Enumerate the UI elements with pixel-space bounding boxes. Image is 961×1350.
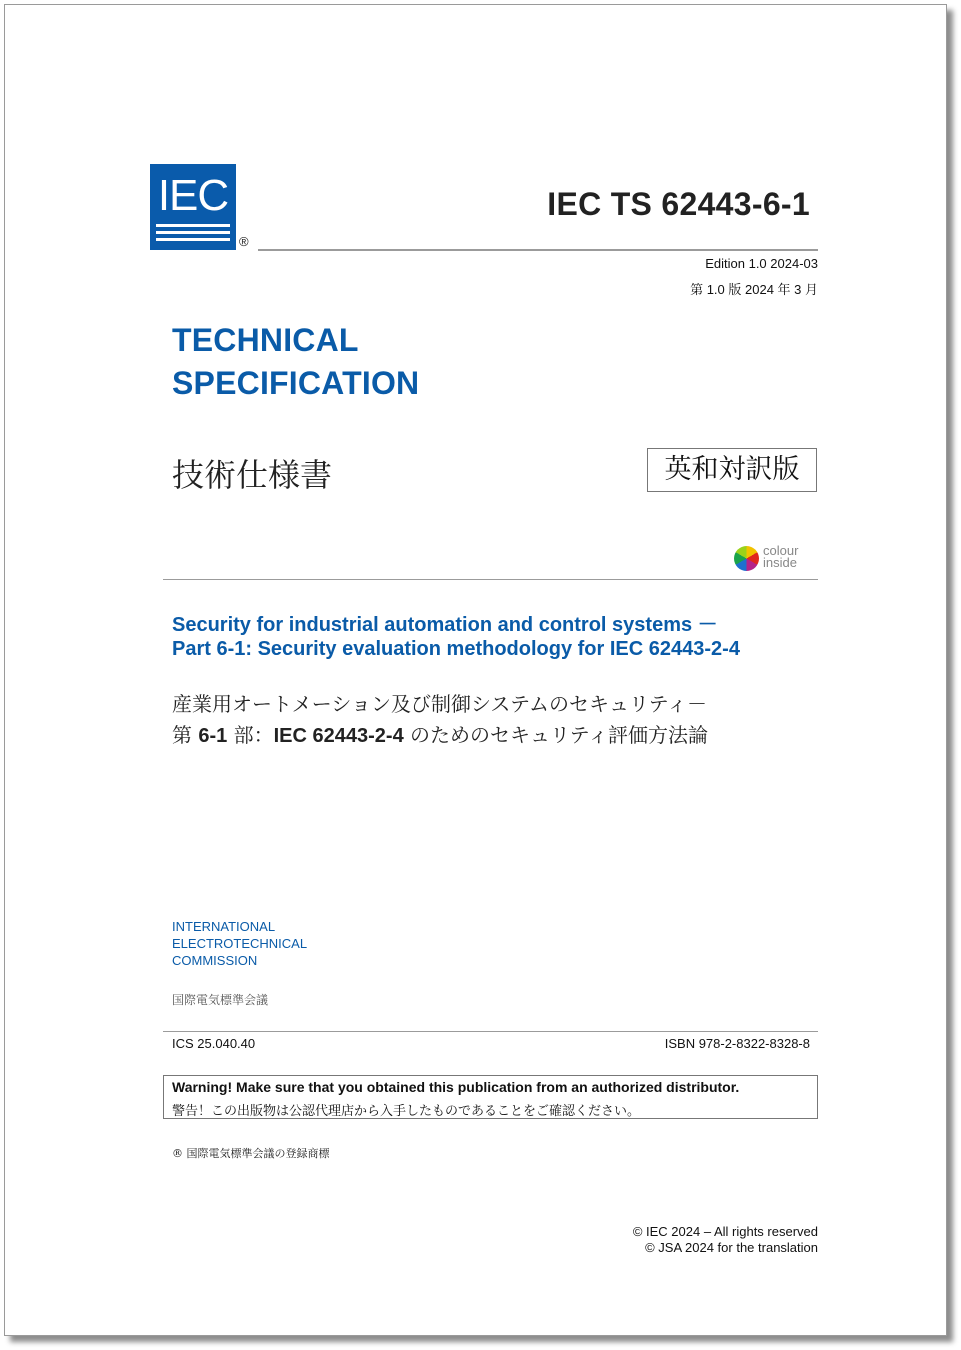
org-name-line3: COMMISSION: [172, 953, 258, 968]
title-jp-line2: 第 6-1 部：IEC 62443-2-4 のためのセキュリティ評価方法論: [172, 723, 709, 747]
ics-code: ICS 25.040.40: [172, 1036, 256, 1051]
edition-info: Edition 1.0 2024-03: [705, 256, 818, 271]
warning-text-jp: 警告！この出版物は公認代理店から入手したものであることをご確認ください。: [172, 1104, 641, 1119]
warning-text-en: Warning! Make sure that you obtained this publication from an authorized distributor.: [172, 1079, 740, 1095]
section-divider: [163, 579, 818, 580]
title-en-line2: Part 6-1: Security evaluation methodology for IEC 62443-2-4: [172, 638, 740, 660]
logo-stripe: [156, 224, 230, 227]
iec-logo-text: IEC: [157, 171, 229, 220]
registered-mark: ®: [239, 234, 249, 249]
org-name-line1: INTERNATIONAL: [172, 919, 276, 934]
doc-type-jp: 技術仕様書: [172, 456, 333, 494]
iec-logo: [150, 164, 236, 250]
colour-inside-icon: [734, 546, 759, 571]
trademark-note: ® 国際電気標準会議の登録商標: [172, 1147, 330, 1160]
bilingual-edition-badge: 英和対訳版: [647, 448, 817, 492]
doc-type-line1: TECHNICAL: [172, 322, 359, 358]
document-id: IEC TS 62443-6-1: [547, 186, 810, 222]
edition-info-jp: 第 1.0 版 2024 年 3 月: [690, 282, 818, 297]
copyright-jsa: © JSA 2024 for the translation: [645, 1240, 818, 1255]
logo-stripe: [156, 231, 230, 234]
doc-type-line2: SPECIFICATION: [172, 365, 420, 401]
copyright-iec: © IEC 2024 – All rights reserved: [632, 1224, 818, 1239]
colour-inside-label: colour inside: [763, 543, 799, 570]
org-name-line2: ELECTROTECHNICAL: [172, 936, 308, 951]
title-en-line1: Security for industrial automation and control systems －: [172, 614, 718, 636]
logo-stripe: [156, 238, 230, 241]
title-jp-line1: 産業用オートメーション及び制御システムのセキュリティ－: [172, 692, 707, 716]
header-divider: [258, 249, 818, 251]
codes-divider: [163, 1031, 818, 1032]
isbn-code: ISBN 978-2-8322-8328-8: [664, 1036, 810, 1051]
org-name-jp: 国際電気標準会議: [172, 993, 269, 1007]
